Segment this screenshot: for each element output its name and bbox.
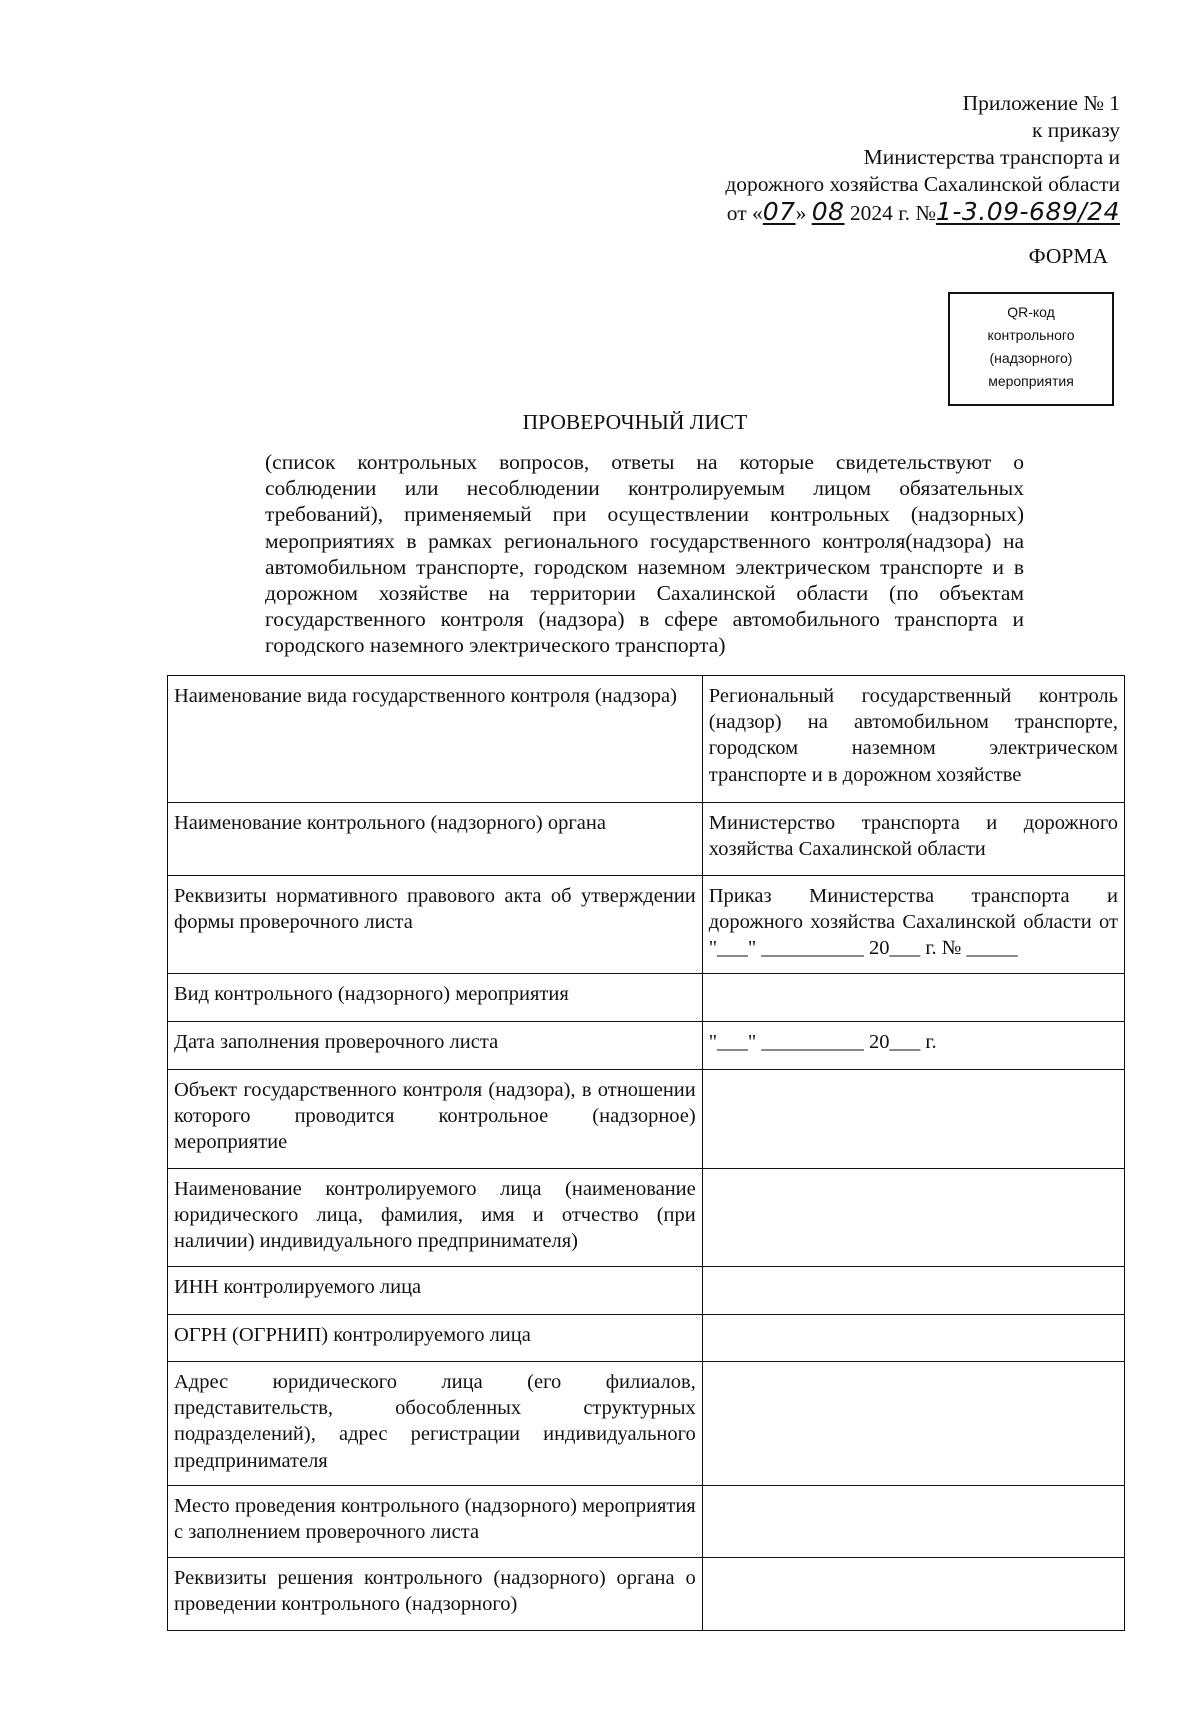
qr-code-placeholder bbox=[948, 292, 1114, 406]
order-reference bbox=[725, 198, 1120, 227]
row-label: ИНН контролируемого лица bbox=[168, 1267, 703, 1315]
table-row bbox=[168, 876, 1125, 974]
document-subtitle: (список контрольных вопросов, ответы на которые свидетельствуют о соблюдении или несоблюдении контролируемым лицом обязательных требований), применяемый при осуществлении контрольных (надзорных) мероприятиях в рамках регионального государственного контроля(надзора) на автомобильном транспорте, городском наземном электрическом транспорте и в дорожном хозяйстве на территории Сахалинской области (по объектам государственного контроля (надзора) в сфере автомобильного транспорта и городского наземного электрического транспорта) bbox=[265, 450, 1024, 658]
row-label: Реквизиты решения контрольного (надзорного) органа о проведении контрольного (надзорного) bbox=[168, 1558, 703, 1631]
appendix-number: Приложение № 1 bbox=[962, 91, 1120, 115]
qr-box-line: QR-код bbox=[1007, 304, 1055, 320]
order-prefix: от « bbox=[726, 201, 763, 225]
row-value bbox=[702, 1558, 1124, 1631]
order-month-handwritten: 08 bbox=[811, 197, 845, 226]
row-value: Региональный государственный контроль (надзор) на автомобильном транспорте, городском наземном электрическом транспорте и в дорожном хозяйстве bbox=[702, 676, 1124, 803]
table-row bbox=[168, 1022, 1125, 1070]
table-row bbox=[168, 1558, 1125, 1631]
order-day-handwritten: 07 bbox=[762, 197, 796, 226]
table-row bbox=[168, 1070, 1125, 1169]
qr-box-line: контрольного bbox=[987, 327, 1075, 343]
table-row bbox=[168, 1486, 1125, 1558]
form-label: ФОРМА bbox=[1028, 244, 1108, 268]
row-value: "___" __________ 20___ г. bbox=[702, 1022, 1124, 1070]
row-value: Министерство транспорта и дорожного хозяйства Сахалинской области bbox=[702, 803, 1124, 876]
qr-box-line: мероприятия bbox=[988, 373, 1074, 389]
table-row bbox=[168, 676, 1125, 803]
row-value bbox=[702, 1169, 1124, 1267]
table-row bbox=[168, 803, 1125, 876]
appendix-ministry: Министерства транспорта и bbox=[863, 145, 1120, 169]
row-value bbox=[702, 1486, 1124, 1558]
row-value: Приказ Министерства транспорта и дорожного хозяйства Сахалинской области от "___" __________ 20___ г. № _____ bbox=[702, 876, 1124, 974]
row-value bbox=[702, 1070, 1124, 1169]
qr-box-line: (надзорного) bbox=[989, 350, 1073, 366]
row-label: Наименование контрольного (надзорного) органа bbox=[168, 803, 703, 876]
table-row bbox=[168, 1169, 1125, 1267]
table-row bbox=[168, 1315, 1125, 1362]
row-label: Вид контрольного (надзорного) мероприятия bbox=[168, 974, 703, 1022]
document-title: ПРОВЕРОЧНЫЙ ЛИСТ bbox=[522, 410, 748, 434]
row-label: Реквизиты нормативного правового акта об утверждении формы проверочного листа bbox=[168, 876, 703, 974]
row-label: ОГРН (ОГРНИП) контролируемого лица bbox=[168, 1315, 703, 1362]
order-number-handwritten: 1-3.09-689/24 bbox=[935, 197, 1120, 226]
row-value bbox=[702, 1315, 1124, 1362]
appendix-header bbox=[725, 90, 1120, 227]
table-row bbox=[168, 1267, 1125, 1315]
row-value bbox=[702, 1267, 1124, 1315]
row-label: Место проведения контрольного (надзорного) мероприятия с заполнением проверочного листа bbox=[168, 1486, 703, 1558]
row-label: Дата заполнения проверочного листа bbox=[168, 1022, 703, 1070]
appendix-to-order: к приказу bbox=[1031, 118, 1120, 142]
appendix-ministry-region: дорожного хозяйства Сахалинской области bbox=[725, 172, 1120, 196]
row-label: Адрес юридического лица (его филиалов, представительств, обособленных структурных подразделений), адрес регистрации индивидуального предпринимателя bbox=[168, 1362, 703, 1486]
table-row bbox=[168, 1362, 1125, 1486]
row-label: Наименование вида государственного контроля (надзора) bbox=[168, 676, 703, 803]
order-mid: » bbox=[795, 201, 807, 225]
checklist-table bbox=[167, 675, 1125, 1631]
table-row bbox=[168, 974, 1125, 1022]
order-year: 2024 г. № bbox=[849, 201, 936, 225]
row-value bbox=[702, 974, 1124, 1022]
row-value bbox=[702, 1362, 1124, 1486]
row-label: Наименование контролируемого лица (наименование юридического лица, фамилия, имя и отчество (при наличии) индивидуального предпринимателя) bbox=[168, 1169, 703, 1267]
row-label: Объект государственного контроля (надзора), в отношении которого проводится контрольное (надзорное) мероприятие bbox=[168, 1070, 703, 1169]
